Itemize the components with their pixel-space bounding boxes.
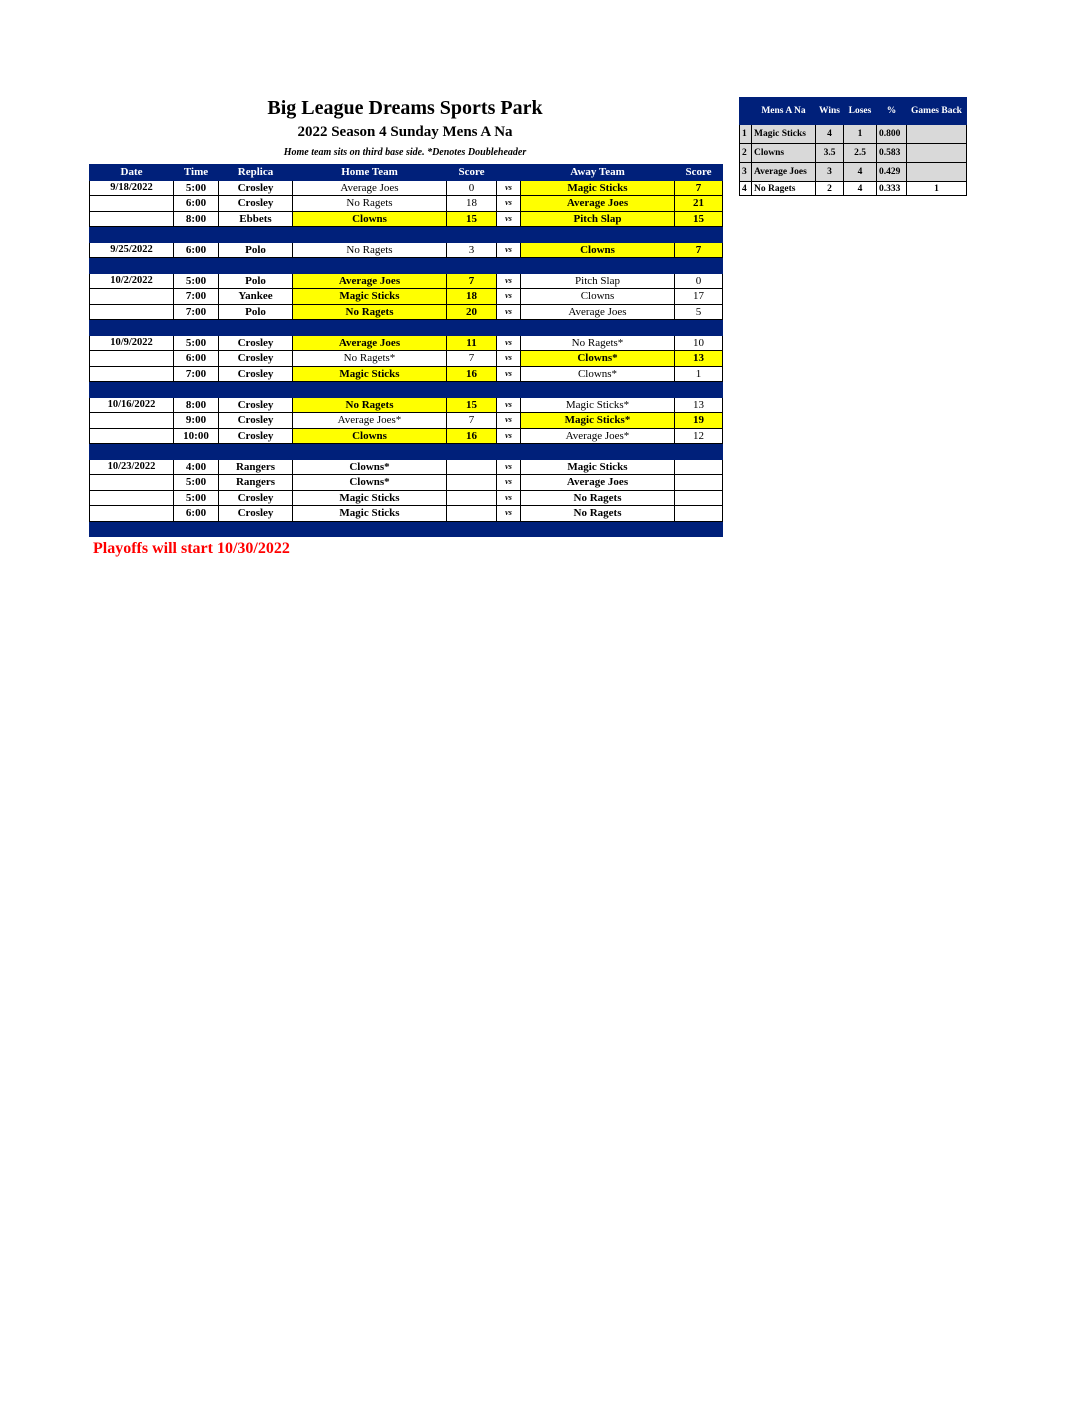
home-score-cell bbox=[447, 459, 497, 475]
team-cell: Average Joes bbox=[752, 163, 816, 182]
time-cell: 5:00 bbox=[174, 490, 219, 506]
home-score-cell: 15 bbox=[447, 397, 497, 413]
separator-cell bbox=[293, 258, 447, 274]
pct-cell: 0.429 bbox=[877, 163, 907, 182]
replica-cell: Crosley bbox=[219, 180, 293, 196]
vs-cell: vs bbox=[497, 475, 521, 491]
time-cell: 6:00 bbox=[174, 242, 219, 258]
col-games-back: Games Back bbox=[907, 98, 967, 125]
vs-cell: vs bbox=[497, 304, 521, 320]
date-cell bbox=[90, 211, 174, 227]
away-team-cell: Clowns* bbox=[521, 351, 675, 367]
rank-cell: 3 bbox=[740, 163, 752, 182]
date-cell: 9/18/2022 bbox=[90, 180, 174, 196]
separator-cell bbox=[521, 382, 675, 398]
separator-cell bbox=[497, 521, 521, 537]
separator-cell bbox=[521, 521, 675, 537]
pct-cell: 0.583 bbox=[877, 144, 907, 163]
col-division: Mens A Na bbox=[752, 98, 816, 125]
vs-cell: vs bbox=[497, 506, 521, 522]
away-team-cell: Clowns bbox=[521, 242, 675, 258]
away-score-cell bbox=[675, 459, 723, 475]
schedule-body bbox=[90, 180, 723, 537]
loses-cell: 2.5 bbox=[844, 144, 877, 163]
col-home-team: Home Team bbox=[293, 165, 447, 181]
table-row bbox=[90, 459, 723, 475]
date-cell: 10/23/2022 bbox=[90, 459, 174, 475]
playoffs-notice: Playoffs will start 10/30/2022 bbox=[93, 540, 290, 557]
away-score-cell: 17 bbox=[675, 289, 723, 305]
page-title: Big League Dreams Sports Park bbox=[267, 97, 543, 119]
home-score-cell bbox=[447, 490, 497, 506]
away-team-cell: Pitch Slap bbox=[521, 211, 675, 227]
col-wins: Wins bbox=[816, 98, 844, 125]
away-score-cell bbox=[675, 475, 723, 491]
separator-row bbox=[90, 227, 723, 243]
vs-cell: vs bbox=[497, 459, 521, 475]
table-row bbox=[90, 428, 723, 444]
loses-cell: 4 bbox=[844, 163, 877, 182]
col-away-team: Away Team bbox=[521, 165, 675, 181]
time-cell: 8:00 bbox=[174, 211, 219, 227]
away-score-cell: 19 bbox=[675, 413, 723, 429]
standings-row bbox=[740, 163, 967, 182]
home-team-cell: Magic Sticks bbox=[293, 490, 447, 506]
home-score-cell: 15 bbox=[447, 211, 497, 227]
standings-table bbox=[739, 97, 967, 196]
separator-cell bbox=[219, 444, 293, 460]
separator-cell bbox=[521, 227, 675, 243]
separator-cell bbox=[497, 227, 521, 243]
date-cell bbox=[90, 475, 174, 491]
rank-cell: 2 bbox=[740, 144, 752, 163]
date-cell: 10/9/2022 bbox=[90, 335, 174, 351]
separator-cell bbox=[219, 521, 293, 537]
separator-cell bbox=[90, 521, 174, 537]
wins-cell: 3.5 bbox=[816, 144, 844, 163]
separator-cell bbox=[219, 382, 293, 398]
away-team-cell: Magic Sticks bbox=[521, 459, 675, 475]
replica-cell: Crosley bbox=[219, 490, 293, 506]
separator-cell bbox=[447, 320, 497, 336]
separator-cell bbox=[219, 320, 293, 336]
table-row bbox=[90, 475, 723, 491]
table-row bbox=[90, 196, 723, 212]
standings-row bbox=[740, 182, 967, 196]
separator-cell bbox=[675, 444, 723, 460]
vs-cell: vs bbox=[497, 289, 521, 305]
date-cell bbox=[90, 351, 174, 367]
date-cell: 10/2/2022 bbox=[90, 273, 174, 289]
separator-cell bbox=[497, 382, 521, 398]
home-score-cell: 16 bbox=[447, 366, 497, 382]
away-score-cell: 21 bbox=[675, 196, 723, 212]
pct-cell: 0.800 bbox=[877, 125, 907, 144]
col-pct: % bbox=[877, 98, 907, 125]
away-team-cell: Magic Sticks* bbox=[521, 397, 675, 413]
separator-cell bbox=[174, 521, 219, 537]
time-cell: 9:00 bbox=[174, 413, 219, 429]
home-team-cell: No Ragets bbox=[293, 397, 447, 413]
separator-cell bbox=[447, 382, 497, 398]
home-team-cell: Clowns bbox=[293, 211, 447, 227]
separator-cell bbox=[447, 258, 497, 274]
table-row bbox=[90, 304, 723, 320]
separator-cell bbox=[174, 258, 219, 274]
date-cell bbox=[90, 490, 174, 506]
replica-cell: Polo bbox=[219, 242, 293, 258]
replica-cell: Crosley bbox=[219, 397, 293, 413]
away-team-cell: Average Joes bbox=[521, 475, 675, 491]
separator-cell bbox=[293, 382, 447, 398]
away-team-cell: No Ragets bbox=[521, 490, 675, 506]
home-team-cell: Clowns bbox=[293, 428, 447, 444]
vs-cell: vs bbox=[497, 490, 521, 506]
table-row bbox=[90, 413, 723, 429]
replica-cell: Ebbets bbox=[219, 211, 293, 227]
away-score-cell: 13 bbox=[675, 351, 723, 367]
home-score-cell: 11 bbox=[447, 335, 497, 351]
home-score-cell: 7 bbox=[447, 413, 497, 429]
home-score-cell: 20 bbox=[447, 304, 497, 320]
separator-cell bbox=[447, 521, 497, 537]
home-team-cell: Average Joes bbox=[293, 180, 447, 196]
table-row bbox=[90, 180, 723, 196]
time-cell: 7:00 bbox=[174, 366, 219, 382]
loses-cell: 1 bbox=[844, 125, 877, 144]
separator-cell bbox=[174, 382, 219, 398]
date-cell bbox=[90, 289, 174, 305]
separator-cell bbox=[293, 444, 447, 460]
vs-cell: vs bbox=[497, 366, 521, 382]
standings-body bbox=[740, 125, 967, 196]
vs-cell: vs bbox=[497, 180, 521, 196]
time-cell: 10:00 bbox=[174, 428, 219, 444]
standings-header-row bbox=[740, 98, 967, 125]
away-team-cell: Pitch Slap bbox=[521, 273, 675, 289]
vs-cell: vs bbox=[497, 413, 521, 429]
date-cell bbox=[90, 304, 174, 320]
time-cell: 8:00 bbox=[174, 397, 219, 413]
table-row bbox=[90, 289, 723, 305]
separator-cell bbox=[497, 258, 521, 274]
schedule-header-row bbox=[90, 165, 723, 181]
separator-cell bbox=[675, 521, 723, 537]
separator-row bbox=[90, 382, 723, 398]
separator-cell bbox=[293, 521, 447, 537]
season-title: 2022 Season 4 Sunday Mens A Na bbox=[297, 124, 513, 140]
col-vs bbox=[497, 165, 521, 181]
separator-cell bbox=[174, 444, 219, 460]
wins-cell: 2 bbox=[816, 182, 844, 196]
away-score-cell: 7 bbox=[675, 180, 723, 196]
table-row bbox=[90, 211, 723, 227]
separator-cell bbox=[219, 227, 293, 243]
replica-cell: Crosley bbox=[219, 506, 293, 522]
separator-row bbox=[90, 258, 723, 274]
col-date: Date bbox=[90, 165, 174, 181]
date-cell bbox=[90, 413, 174, 429]
home-score-cell: 18 bbox=[447, 289, 497, 305]
games-back-cell bbox=[907, 163, 967, 182]
separator-cell bbox=[90, 382, 174, 398]
table-row bbox=[90, 273, 723, 289]
separator-row bbox=[90, 320, 723, 336]
home-team-cell: Magic Sticks bbox=[293, 506, 447, 522]
home-score-cell bbox=[447, 506, 497, 522]
separator-row bbox=[90, 444, 723, 460]
away-team-cell: Magic Sticks bbox=[521, 180, 675, 196]
home-team-cell: Magic Sticks bbox=[293, 289, 447, 305]
wins-cell: 4 bbox=[816, 125, 844, 144]
date-cell bbox=[90, 366, 174, 382]
vs-cell: vs bbox=[497, 335, 521, 351]
table-row bbox=[90, 490, 723, 506]
col-rank bbox=[740, 98, 752, 125]
time-cell: 4:00 bbox=[174, 459, 219, 475]
separator-cell bbox=[90, 258, 174, 274]
time-cell: 6:00 bbox=[174, 506, 219, 522]
away-team-cell: Average Joes* bbox=[521, 428, 675, 444]
table-row bbox=[90, 397, 723, 413]
rank-cell: 4 bbox=[740, 182, 752, 196]
replica-cell: Polo bbox=[219, 273, 293, 289]
replica-cell: Yankee bbox=[219, 289, 293, 305]
away-team-cell: Average Joes bbox=[521, 304, 675, 320]
col-loses: Loses bbox=[844, 98, 877, 125]
table-row bbox=[90, 335, 723, 351]
time-cell: 6:00 bbox=[174, 351, 219, 367]
away-team-cell: Clowns bbox=[521, 289, 675, 305]
team-cell: No Ragets bbox=[752, 182, 816, 196]
separator-cell bbox=[293, 227, 447, 243]
away-team-cell: Magic Sticks* bbox=[521, 413, 675, 429]
separator-cell bbox=[174, 227, 219, 243]
table-row bbox=[90, 366, 723, 382]
home-team-cell: Average Joes bbox=[293, 335, 447, 351]
separator-cell bbox=[447, 444, 497, 460]
vs-cell: vs bbox=[497, 273, 521, 289]
separator-cell bbox=[675, 227, 723, 243]
vs-cell: vs bbox=[497, 428, 521, 444]
vs-cell: vs bbox=[497, 351, 521, 367]
date-cell bbox=[90, 428, 174, 444]
replica-cell: Crosley bbox=[219, 351, 293, 367]
away-team-cell: No Ragets* bbox=[521, 335, 675, 351]
separator-cell bbox=[521, 444, 675, 460]
replica-cell: Rangers bbox=[219, 475, 293, 491]
date-cell bbox=[90, 196, 174, 212]
separator-row bbox=[90, 521, 723, 537]
home-team-cell: Magic Sticks bbox=[293, 366, 447, 382]
away-team-cell: Average Joes bbox=[521, 196, 675, 212]
standings-row bbox=[740, 144, 967, 163]
col-replica: Replica bbox=[219, 165, 293, 181]
time-cell: 5:00 bbox=[174, 335, 219, 351]
date-cell: 9/25/2022 bbox=[90, 242, 174, 258]
games-back-cell: 1 bbox=[907, 182, 967, 196]
col-away-score: Score bbox=[675, 165, 723, 181]
home-team-cell: Average Joes* bbox=[293, 413, 447, 429]
away-score-cell: 10 bbox=[675, 335, 723, 351]
away-score-cell: 7 bbox=[675, 242, 723, 258]
home-team-cell: No Ragets bbox=[293, 196, 447, 212]
separator-cell bbox=[675, 382, 723, 398]
home-team-cell: No Ragets bbox=[293, 304, 447, 320]
away-score-cell bbox=[675, 490, 723, 506]
team-cell: Magic Sticks bbox=[752, 125, 816, 144]
home-team-cell: No Ragets* bbox=[293, 351, 447, 367]
date-cell bbox=[90, 506, 174, 522]
home-team-cell: Clowns* bbox=[293, 475, 447, 491]
away-score-cell: 12 bbox=[675, 428, 723, 444]
pct-cell: 0.333 bbox=[877, 182, 907, 196]
loses-cell: 4 bbox=[844, 182, 877, 196]
vs-cell: vs bbox=[497, 397, 521, 413]
away-score-cell bbox=[675, 506, 723, 522]
home-score-cell: 7 bbox=[447, 351, 497, 367]
time-cell: 7:00 bbox=[174, 304, 219, 320]
home-team-cell: No Ragets bbox=[293, 242, 447, 258]
time-cell: 5:00 bbox=[174, 273, 219, 289]
replica-cell: Rangers bbox=[219, 459, 293, 475]
col-time: Time bbox=[174, 165, 219, 181]
schedule-table bbox=[89, 164, 723, 537]
vs-cell: vs bbox=[497, 196, 521, 212]
table-row bbox=[90, 351, 723, 367]
time-cell: 5:00 bbox=[174, 475, 219, 491]
separator-cell bbox=[521, 258, 675, 274]
separator-cell bbox=[497, 320, 521, 336]
wins-cell: 3 bbox=[816, 163, 844, 182]
replica-cell: Crosley bbox=[219, 413, 293, 429]
standings-row bbox=[740, 125, 967, 144]
table-row bbox=[90, 242, 723, 258]
time-cell: 7:00 bbox=[174, 289, 219, 305]
separator-cell bbox=[675, 258, 723, 274]
table-row bbox=[90, 506, 723, 522]
replica-cell: Crosley bbox=[219, 366, 293, 382]
separator-cell bbox=[90, 320, 174, 336]
home-score-cell: 7 bbox=[447, 273, 497, 289]
separator-cell bbox=[90, 227, 174, 243]
time-cell: 5:00 bbox=[174, 180, 219, 196]
home-team-cell: Clowns* bbox=[293, 459, 447, 475]
separator-cell bbox=[521, 320, 675, 336]
separator-cell bbox=[447, 227, 497, 243]
schedule-note: Home team sits on third base side. *Denotes Doubleheader bbox=[283, 147, 527, 158]
date-cell: 10/16/2022 bbox=[90, 397, 174, 413]
separator-cell bbox=[219, 258, 293, 274]
replica-cell: Polo bbox=[219, 304, 293, 320]
games-back-cell bbox=[907, 125, 967, 144]
separator-cell bbox=[675, 320, 723, 336]
home-score-cell bbox=[447, 475, 497, 491]
away-team-cell: No Ragets bbox=[521, 506, 675, 522]
away-score-cell: 5 bbox=[675, 304, 723, 320]
time-cell: 6:00 bbox=[174, 196, 219, 212]
home-score-cell: 3 bbox=[447, 242, 497, 258]
separator-cell bbox=[497, 444, 521, 460]
rank-cell: 1 bbox=[740, 125, 752, 144]
home-team-cell: Average Joes bbox=[293, 273, 447, 289]
home-score-cell: 16 bbox=[447, 428, 497, 444]
replica-cell: Crosley bbox=[219, 335, 293, 351]
away-score-cell: 15 bbox=[675, 211, 723, 227]
separator-cell bbox=[174, 320, 219, 336]
away-score-cell: 1 bbox=[675, 366, 723, 382]
home-score-cell: 18 bbox=[447, 196, 497, 212]
away-team-cell: Clowns* bbox=[521, 366, 675, 382]
col-home-score: Score bbox=[447, 165, 497, 181]
separator-cell bbox=[90, 444, 174, 460]
away-score-cell: 13 bbox=[675, 397, 723, 413]
vs-cell: vs bbox=[497, 242, 521, 258]
replica-cell: Crosley bbox=[219, 428, 293, 444]
separator-cell bbox=[293, 320, 447, 336]
team-cell: Clowns bbox=[752, 144, 816, 163]
replica-cell: Crosley bbox=[219, 196, 293, 212]
games-back-cell bbox=[907, 144, 967, 163]
home-score-cell: 0 bbox=[447, 180, 497, 196]
vs-cell: vs bbox=[497, 211, 521, 227]
away-score-cell: 0 bbox=[675, 273, 723, 289]
